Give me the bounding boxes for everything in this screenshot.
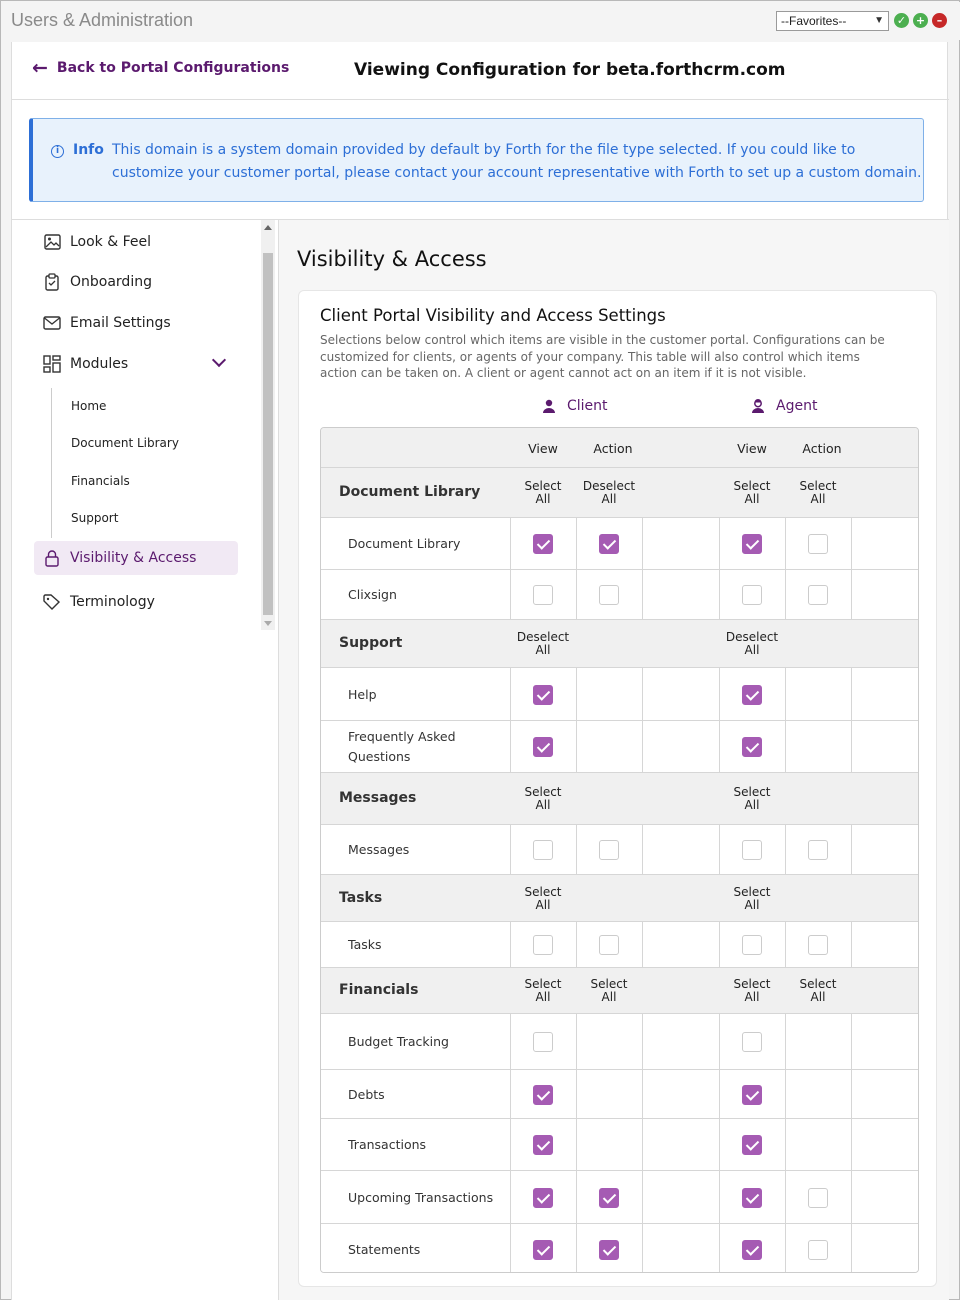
sidebar-item-visibility-access[interactable] xyxy=(34,541,238,575)
select-all-button[interactable]: Select All xyxy=(524,977,562,1004)
scrollbar-thumb[interactable] xyxy=(263,253,273,615)
checkbox[interactable] xyxy=(808,935,828,955)
column-divider xyxy=(510,570,511,619)
select-all-button[interactable]: Select All xyxy=(733,785,771,812)
deselect-all-button[interactable]: Deselect All xyxy=(725,630,779,657)
column-divider xyxy=(851,1171,852,1223)
column-divider xyxy=(576,825,577,874)
checkbox[interactable] xyxy=(533,1240,553,1260)
chevron-down-icon[interactable] xyxy=(212,353,226,367)
column-divider xyxy=(851,1014,852,1069)
table-group-row xyxy=(321,875,919,922)
deselect-all-button[interactable]: Deselect All xyxy=(582,479,636,506)
modules-icon xyxy=(42,355,62,373)
column-divider xyxy=(642,721,643,772)
checkbox[interactable] xyxy=(533,840,553,860)
checkbox[interactable] xyxy=(742,1085,762,1105)
column-divider xyxy=(719,1171,720,1223)
column-divider xyxy=(576,1224,577,1273)
info-label: Info xyxy=(73,142,104,158)
group-label: Financials xyxy=(339,982,419,998)
column-divider xyxy=(785,668,786,720)
column-divider xyxy=(719,1224,720,1273)
sidebar xyxy=(12,220,280,630)
deselect-all-button[interactable]: Deselect All xyxy=(516,630,570,657)
select-all-button[interactable]: Select All xyxy=(524,884,562,912)
top-bar xyxy=(2,2,960,40)
col-client-action: Action xyxy=(593,441,633,456)
column-divider xyxy=(719,1014,720,1069)
group-label: Messages xyxy=(339,790,417,806)
favorites-selected-value: --Favorites-- xyxy=(781,14,847,28)
checkbox[interactable] xyxy=(742,935,762,955)
row-label: Upcoming Transactions xyxy=(348,1189,494,1205)
column-divider xyxy=(785,518,786,569)
table-row xyxy=(321,922,919,968)
visibility-table xyxy=(320,427,919,1273)
column-divider xyxy=(576,1014,577,1069)
sidebar-item-look-and-feel[interactable] xyxy=(34,225,238,259)
table-row xyxy=(321,1070,919,1119)
checkbox[interactable] xyxy=(533,737,553,757)
table-group-row xyxy=(321,468,919,518)
column-divider xyxy=(851,825,852,874)
checkbox[interactable] xyxy=(742,1135,762,1155)
column-divider xyxy=(851,518,852,569)
table-row xyxy=(321,518,919,570)
column-divider xyxy=(785,1224,786,1273)
row-label: Tasks xyxy=(348,937,382,952)
page-title: Viewing Configuration for beta.forthcrm.com xyxy=(354,60,786,80)
column-divider xyxy=(510,721,511,772)
card-title: Client Portal Visibility and Access Settings xyxy=(320,306,666,325)
checkbox[interactable] xyxy=(533,1032,553,1052)
col-client-view: View xyxy=(528,441,558,456)
sidebar-item-label: Modules xyxy=(70,356,129,372)
column-divider xyxy=(576,1070,577,1118)
checkbox[interactable] xyxy=(808,840,828,860)
checkbox[interactable] xyxy=(533,685,553,705)
column-divider xyxy=(719,922,720,967)
agent-label: Agent xyxy=(776,398,818,414)
column-divider xyxy=(510,1224,511,1273)
column-divider xyxy=(719,518,720,569)
info-text: This domain is a system domain provided by default by Forth for the file type selected. If you could like to customize your customer portal, please contact your account representative with Forth to set up a custom domain. xyxy=(112,142,922,181)
scroll-down-icon[interactable] xyxy=(264,621,272,626)
checkbox[interactable] xyxy=(533,935,553,955)
checkbox[interactable] xyxy=(533,585,553,605)
select-all-button[interactable]: Select All xyxy=(799,479,837,506)
column-divider xyxy=(642,922,643,967)
column-divider xyxy=(851,721,852,772)
column-divider xyxy=(719,1070,720,1118)
column-divider xyxy=(851,922,852,967)
submenu-item-home[interactable]: Home xyxy=(71,399,107,413)
checkbox[interactable] xyxy=(742,1240,762,1260)
column-divider xyxy=(851,668,852,720)
image-icon xyxy=(42,233,62,251)
client-header xyxy=(542,398,608,414)
column-divider xyxy=(510,518,511,569)
table-row xyxy=(321,1119,919,1171)
group-label: Support xyxy=(339,635,403,651)
col-agent-view: View xyxy=(737,441,767,456)
column-divider xyxy=(510,1070,511,1118)
check-circle-icon[interactable]: ✓ xyxy=(894,13,909,28)
select-all-button[interactable]: Select All xyxy=(733,479,771,506)
submenu-item-support[interactable]: Support xyxy=(71,511,119,525)
sidebar-item-terminology[interactable] xyxy=(34,585,238,619)
column-divider xyxy=(576,1171,577,1223)
app-title: Users & Administration xyxy=(11,10,194,30)
column-divider xyxy=(719,570,720,619)
row-label: Budget Tracking xyxy=(348,1034,449,1049)
row-label: Clixsign xyxy=(348,587,397,602)
column-divider xyxy=(642,1119,643,1170)
table-row xyxy=(321,825,919,875)
column-divider xyxy=(642,1070,643,1118)
column-divider xyxy=(576,668,577,720)
content-area xyxy=(279,220,949,1300)
column-divider xyxy=(576,922,577,967)
col-agent-action: Action xyxy=(802,441,842,456)
select-all-button[interactable]: Select All xyxy=(733,884,771,912)
table-row xyxy=(321,1224,919,1273)
table-row xyxy=(321,668,919,721)
sidebar-item-label: Onboarding xyxy=(70,274,152,290)
group-label: Document Library xyxy=(339,484,481,500)
checkbox[interactable] xyxy=(599,1240,619,1260)
column-divider xyxy=(642,1171,643,1223)
checkbox[interactable] xyxy=(742,685,762,705)
column-divider xyxy=(576,570,577,619)
envelope-icon xyxy=(42,314,62,332)
checkbox[interactable] xyxy=(599,1188,619,1208)
table-group-row xyxy=(321,620,919,668)
tag-icon xyxy=(42,593,62,611)
select-all-button[interactable]: Select All xyxy=(733,977,771,1004)
section-title: Visibility & Access xyxy=(297,247,487,271)
checkbox[interactable] xyxy=(742,1188,762,1208)
scroll-up-icon[interactable] xyxy=(264,225,272,230)
column-divider xyxy=(785,1119,786,1170)
add-circle-icon[interactable]: + xyxy=(913,13,928,28)
sidebar-item-label: Email Settings xyxy=(70,315,171,331)
main-panel xyxy=(11,42,948,1300)
checkbox[interactable] xyxy=(599,585,619,605)
table-row xyxy=(321,721,919,773)
column-divider xyxy=(510,1171,511,1223)
column-divider xyxy=(510,1119,511,1170)
column-divider xyxy=(785,1070,786,1118)
checkbox[interactable] xyxy=(533,1188,553,1208)
column-divider xyxy=(785,570,786,619)
sidebar-scrollbar[interactable] xyxy=(261,220,275,630)
table-row xyxy=(321,1014,919,1070)
column-divider xyxy=(642,1224,643,1273)
column-divider xyxy=(851,1119,852,1170)
column-divider xyxy=(576,721,577,772)
column-divider xyxy=(719,721,720,772)
column-divider xyxy=(642,518,643,569)
column-divider xyxy=(576,1119,577,1170)
info-icon: i xyxy=(51,145,64,158)
column-divider xyxy=(785,1014,786,1069)
checkbox[interactable] xyxy=(599,534,619,554)
remove-circle-icon[interactable]: – xyxy=(932,13,947,28)
checkbox[interactable] xyxy=(533,1085,553,1105)
table-row xyxy=(321,1171,919,1224)
back-label: Back to Portal Configurations xyxy=(56,60,290,76)
table-group-row xyxy=(321,773,919,825)
row-label: Statements xyxy=(348,1242,421,1257)
checkbox[interactable] xyxy=(742,840,762,860)
checkbox[interactable] xyxy=(599,840,619,860)
checkbox[interactable] xyxy=(742,534,762,554)
column-divider xyxy=(785,1171,786,1223)
back-to-portal-configurations-link[interactable] xyxy=(32,57,290,79)
sidebar-item-modules[interactable] xyxy=(34,347,238,381)
table-row xyxy=(321,570,919,620)
row-label: Transactions xyxy=(348,1137,427,1152)
client-label: Client xyxy=(567,398,608,414)
clipboard-icon xyxy=(42,273,62,291)
checkbox[interactable] xyxy=(533,1135,553,1155)
sidebar-item-label: Visibility & Access xyxy=(70,550,197,566)
arrow-left-icon: ← xyxy=(32,57,48,79)
submenu-item-document-library[interactable]: Document Library xyxy=(71,436,179,450)
column-divider xyxy=(719,1119,720,1170)
person-icon xyxy=(542,399,556,413)
row-label: Frequently Asked Questions xyxy=(348,729,456,764)
info-banner xyxy=(29,118,924,202)
column-divider xyxy=(851,570,852,619)
lock-icon xyxy=(42,549,62,567)
checkbox[interactable] xyxy=(599,935,619,955)
sidebar-item-onboarding[interactable] xyxy=(34,265,238,299)
sidebar-item-label: Look & Feel xyxy=(70,234,152,250)
group-label: Tasks xyxy=(339,889,383,906)
column-divider xyxy=(576,518,577,569)
column-divider xyxy=(642,825,643,874)
agent-icon xyxy=(751,399,765,413)
row-label: Debts xyxy=(348,1086,385,1102)
checkbox[interactable] xyxy=(742,585,762,605)
select-all-button[interactable]: Select All xyxy=(524,479,562,506)
column-divider xyxy=(510,825,511,874)
column-divider xyxy=(719,825,720,874)
column-divider xyxy=(510,922,511,967)
checkbox[interactable] xyxy=(533,534,553,554)
column-divider xyxy=(642,1014,643,1069)
column-divider xyxy=(719,668,720,720)
table-header-row xyxy=(321,428,919,468)
column-divider xyxy=(851,1224,852,1273)
column-divider xyxy=(851,1070,852,1118)
row-label: Document Library xyxy=(348,536,461,551)
row-label: Help xyxy=(348,686,377,702)
favorites-select[interactable] xyxy=(776,11,889,31)
page-header xyxy=(12,42,949,100)
select-all-button[interactable]: Select All xyxy=(799,977,837,1004)
column-divider xyxy=(785,721,786,772)
column-divider xyxy=(785,922,786,967)
column-divider xyxy=(510,668,511,720)
column-divider xyxy=(510,1014,511,1069)
select-all-button[interactable]: Select All xyxy=(524,785,562,812)
card-description: Selections below control which items are visible in the customer portal. Configurations can be customized for clients, or agents of your company. This table will also control which items action can be taken on. A client or agent cannot act on an item if it is not visible. xyxy=(320,333,885,381)
chevron-down-icon: ▼ xyxy=(874,15,884,26)
sidebar-item-email-settings[interactable] xyxy=(34,306,238,340)
submenu-item-financials[interactable]: Financials xyxy=(71,474,130,488)
column-divider xyxy=(785,825,786,874)
checkbox[interactable] xyxy=(742,737,762,757)
sidebar-item-label: Terminology xyxy=(70,594,155,610)
submenu-line xyxy=(51,388,52,538)
checkbox[interactable] xyxy=(808,1188,828,1208)
column-divider xyxy=(642,668,643,720)
agent-header xyxy=(751,398,817,414)
checkbox[interactable] xyxy=(808,534,828,554)
checkbox[interactable] xyxy=(808,1240,828,1260)
settings-card xyxy=(298,290,937,1287)
select-all-button[interactable]: Select All xyxy=(590,977,628,1004)
table-group-row xyxy=(321,968,919,1014)
checkbox[interactable] xyxy=(742,1032,762,1052)
column-divider xyxy=(642,570,643,619)
checkbox[interactable] xyxy=(808,585,828,605)
row-label: Messages xyxy=(348,842,410,857)
